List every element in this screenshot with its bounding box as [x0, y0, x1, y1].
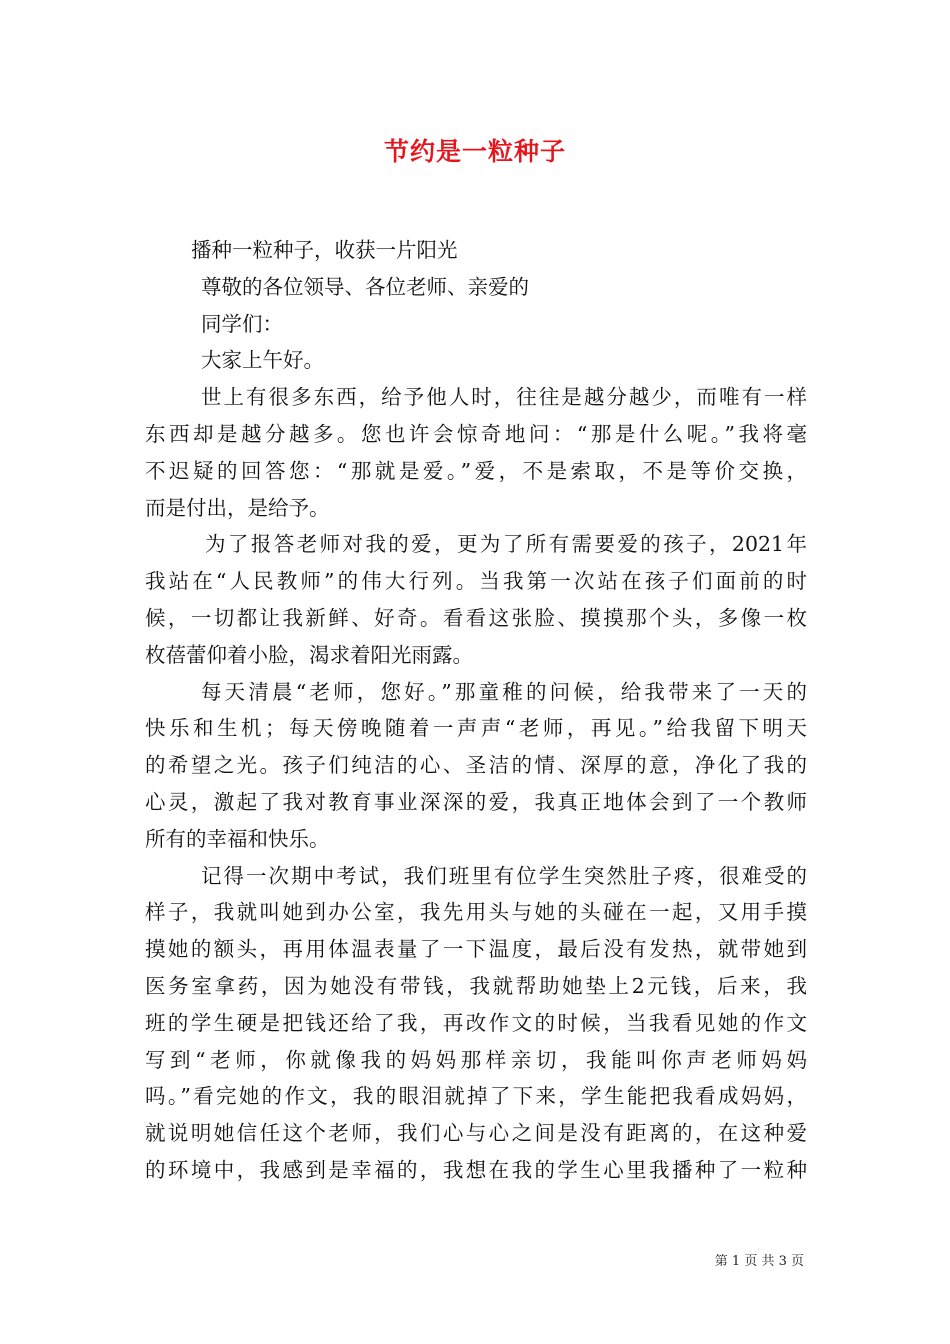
- document-body: [145, 232, 807, 1189]
- text-line: 的环境中，我感到是幸福的，我想在我的学生心里我播种了一粒种: [145, 1157, 807, 1182]
- text-line: 心灵，激起了我对教育事业深深的爱，我真正地体会到了一个教师: [145, 789, 807, 814]
- text-line: 吗。”看完她的作文，我的眼泪就掉了下来，学生能把我看成妈妈，: [145, 1084, 807, 1109]
- text-line: 所有的幸福和快乐。: [145, 826, 330, 851]
- text-line: 候，一切都让我新鲜、好奇。看看这张脸、摸摸那个头，多像一枚: [145, 605, 807, 630]
- text-line: 枚蓓蕾仰着小脸，渴求着阳光雨露。: [145, 642, 473, 667]
- text-line: 播种一粒种子，收获一片阳光: [191, 238, 458, 262]
- text-line: 同学们：: [201, 311, 283, 336]
- text-line: 为了报答老师对我的爱，更为了所有需要爱的孩子，2021年: [205, 532, 807, 557]
- text-line: 尊敬的各位领导、各位老师、亲爱的: [201, 274, 529, 299]
- document-title: 节约是一粒种子: [383, 137, 566, 166]
- text-line: 就说明她信任这个老师，我们心与心之间是没有距离的，在这种爱: [145, 1121, 807, 1146]
- text-line: 班的学生硬是把钱还给了我，再改作文的时候，当我看见她的作文: [145, 1010, 807, 1035]
- text-line: 而是付出，是给予。: [145, 495, 330, 520]
- text-line: 不迟疑的回答您：“那就是爱。”爱，不是索取，不是等价交换，: [145, 458, 807, 483]
- text-line: 摸她的额头，再用体温表量了一下温度，最后没有发热，就带她到: [145, 937, 807, 962]
- text-line: 世上有很多东西，给予他人时，往往是越分越少，而唯有一样: [201, 385, 807, 410]
- page-footer: 第 1 页 共 3 页: [714, 1254, 804, 1269]
- text-line: 的希望之光。孩子们纯洁的心、圣洁的情、深厚的意，净化了我的: [145, 753, 807, 778]
- text-line: 东西却是越分越多。您也许会惊奇地问：“那是什么呢。”我将毫: [145, 421, 807, 446]
- text-line: 样子，我就叫她到办公室，我先用头与她的头碰在一起，又用手摸: [145, 900, 807, 925]
- text-line: 大家上午好。: [201, 348, 324, 373]
- text-line: 记得一次期中考试，我们班里有位学生突然肚子疼，很难受的: [201, 863, 807, 888]
- text-line: 写到“老师，你就像我的妈妈那样亲切，我能叫你声老师妈妈: [145, 1047, 807, 1072]
- text-line: 快乐和生机；每天傍晚随着一声声“老师，再见。”给我留下明天: [145, 716, 807, 741]
- text-line: 我站在“人民教师”的伟大行列。当我第一次站在孩子们面前的时: [145, 569, 807, 594]
- text-line: 每天清晨“老师，您好。”那童稚的问候，给我带来了一天的: [201, 679, 807, 704]
- text-line: 医务室拿药，因为她没有带钱，我就帮助她垫上2元钱，后来，我: [145, 973, 807, 998]
